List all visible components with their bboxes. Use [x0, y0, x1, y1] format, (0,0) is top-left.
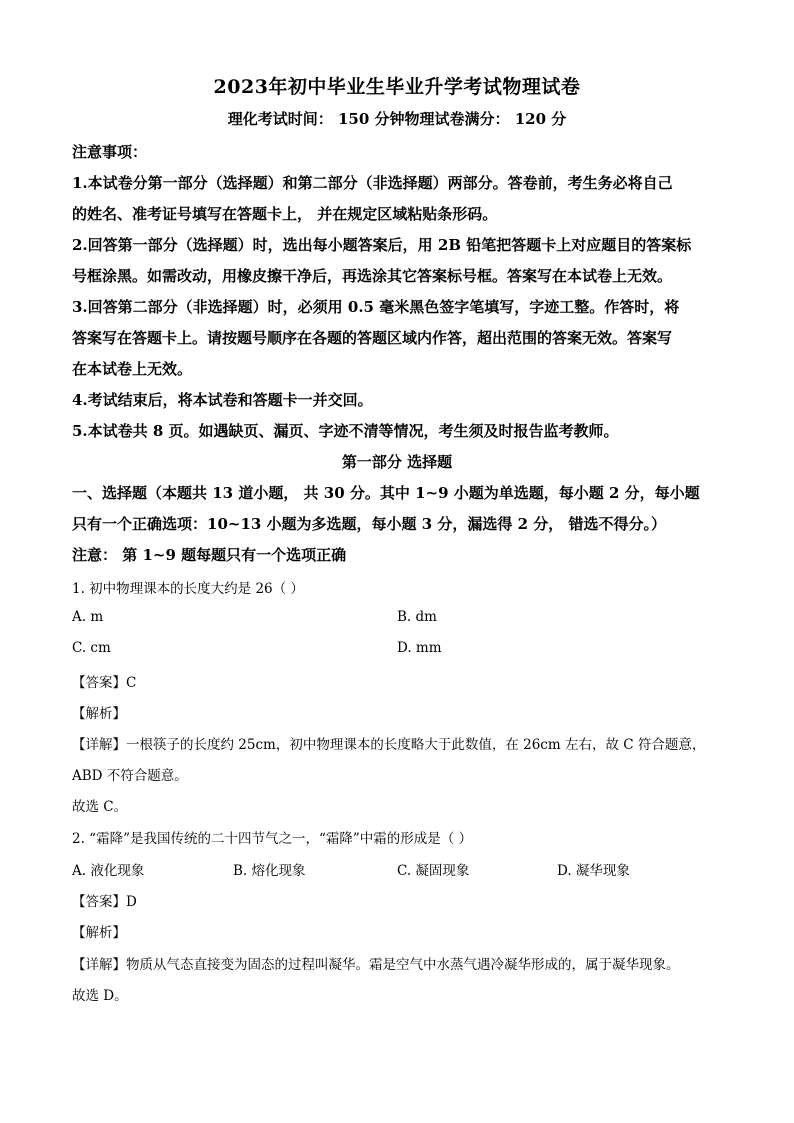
- notice-heading: 注意事项：: [72, 143, 148, 161]
- section-instruction: 只有一个正确选项：10~13 小题为多选题，每小题 3 分，漏选得 2 分， 错选不得分。）: [72, 515, 667, 533]
- option-a: A. 液化现象: [72, 863, 145, 879]
- notice-line: 4.考试结束后，将本试卷和答题卡一并交回。: [72, 391, 373, 409]
- section-instruction: 一、选择题（本题共 13 道小题， 共 30 分。其中 1~9 小题为单选题，每小题 2 分，每小题: [72, 484, 700, 502]
- option-c: C. 凝固现象: [397, 863, 470, 879]
- exam-subtitle: 理化考试时间： 150 分钟物理试卷满分： 120 分: [227, 110, 567, 128]
- notice-line: 5.本试卷共 8 页。如遇缺页、漏页、字迹不清等情况，考生须及时报告监考教师。: [72, 422, 619, 440]
- notice-line: 在本试卷上无效。: [72, 360, 193, 378]
- part-heading: 第一部分 选择题: [341, 453, 453, 471]
- section-note: 注意： 第 1~9 题每题只有一个选项正确: [72, 546, 347, 564]
- conclusion: 故选 C。: [72, 799, 128, 815]
- notice-line: 2.回答第一部分（选择题）时，选出每小题答案后，用 2B 铅笔把答题卡上对应题目的答案标: [72, 236, 692, 254]
- exam-title: 2023年初中毕业生毕业升学考试物理试卷: [213, 76, 581, 98]
- analysis-label: 【解析】: [72, 925, 126, 941]
- question-stem: 2. “霜降”是我国传统的二十四节气之一，“霜降”中霜的形成是（ ）: [72, 831, 473, 847]
- option-d: D. 凝华现象: [557, 863, 630, 879]
- option-b: B. dm: [397, 609, 437, 625]
- detail-line: 【详解】物质从气态直接变为固态的过程叫凝华。霜是空气中水蒸气遇冷凝华形成的，属于凝华现象。: [72, 957, 680, 973]
- detail-line: ABD 不符合题意。: [72, 768, 188, 784]
- option-b: B. 熔化现象: [233, 863, 306, 879]
- option-a: A. m: [72, 609, 104, 625]
- notice-line: 号框涂黑。如需改动，用橡皮擦干净后，再选涂其它答案标号框。答案写在本试卷上无效。: [72, 267, 673, 285]
- notice-line: 3.回答第二部分（非选择题）时，必须用 0.5 毫米黑色签字笔填写，字迹工整。作答时，将: [72, 298, 680, 316]
- analysis-label: 【解析】: [72, 706, 126, 722]
- detail-line: 【详解】一根筷子的长度约 25cm，初中物理课本的长度略大于此数值，在 26cm 左右，故 C 符合题意，: [72, 737, 706, 753]
- notice-line: 的姓名、准考证号填写在答题卡上， 并在规定区域粘贴条形码。: [72, 205, 498, 223]
- option-c: C. cm: [72, 640, 111, 656]
- conclusion: 故选 D。: [72, 988, 128, 1004]
- option-d: D. mm: [397, 640, 442, 656]
- notice-line: 答案写在答题卡上。请按题号顺序在各题的答题区域内作答，超出范围的答案无效。答案写: [72, 329, 673, 347]
- notice-line: 1.本试卷分第一部分（选择题）和第二部分（非选择题）两部分。答卷前，考生务必将自己: [72, 174, 673, 192]
- question-stem: 1. 初中物理课本的长度大约是 26（ ）: [72, 581, 304, 597]
- answer-label: 【答案】C: [72, 675, 137, 691]
- answer-label: 【答案】D: [72, 894, 137, 910]
